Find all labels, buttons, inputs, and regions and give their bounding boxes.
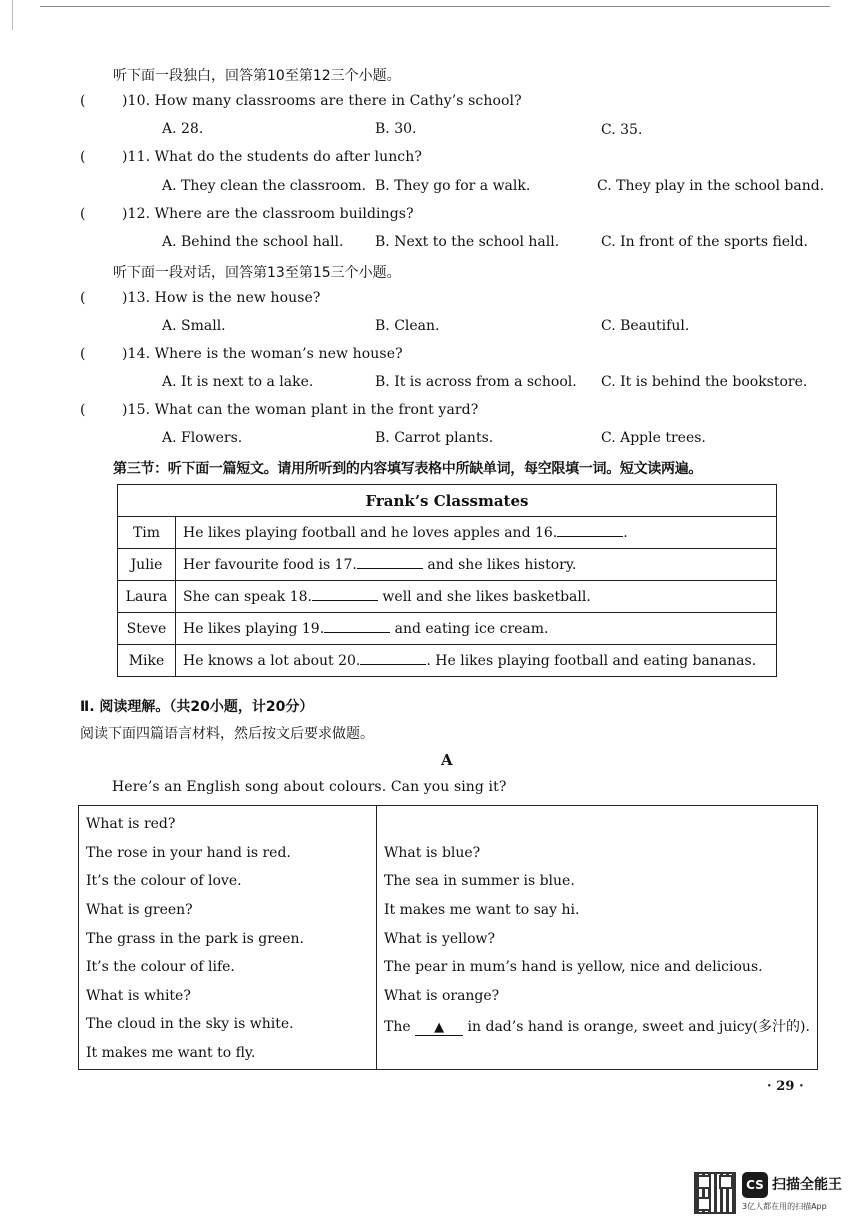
question-12: )12. Where are the classroom buildings?: [122, 206, 414, 222]
song-line-left: It’s the colour of life.: [86, 959, 235, 975]
passage-intro: Here’s an English song about colours. Can you sing it?: [112, 779, 507, 795]
q13-option-a: A. Small.: [162, 318, 226, 334]
answer-paren: (: [80, 206, 86, 222]
reading-heading: Ⅱ. 阅读理解。（共20小题，计20分）: [80, 699, 314, 715]
question-11: )11. What do the students do after lunch?: [122, 149, 422, 165]
q12-option-b: B. Next to the school hall.: [375, 234, 560, 250]
q15-option-a: A. Flowers.: [162, 430, 243, 446]
answer-paren: (: [80, 402, 86, 418]
watermark-app-name: 扫描全能王: [772, 1177, 842, 1193]
table-row: [118, 645, 777, 677]
q15-option-b: B. Carrot plants.: [375, 430, 494, 446]
q11-option-b: B. They go for a walk.: [375, 178, 531, 194]
classmate-name: Julie: [118, 549, 176, 581]
answer-paren: (: [80, 290, 86, 306]
song-line-left: What is white?: [86, 988, 191, 1004]
answer-paren: (: [80, 93, 86, 109]
q14-option-b: B. It is across from a school.: [375, 374, 577, 390]
question-15: )15. What can the woman plant in the front yard?: [122, 402, 479, 418]
q10-option-b: B. 30.: [375, 121, 417, 137]
song-line-right: What is yellow?: [384, 931, 496, 947]
camscanner-logo: CS: [742, 1172, 768, 1198]
classmate-description: She can speak 18. well and she likes basketball.: [176, 581, 777, 613]
blank-17[interactable]: [357, 568, 423, 569]
song-line-left: The rose in your hand is red.: [86, 845, 291, 861]
song-line-left: It makes me want to fly.: [86, 1045, 256, 1061]
top-rule: [40, 6, 830, 7]
classmate-description: He likes playing 19. and eating ice cream.: [176, 613, 777, 645]
classmate-name: Tim: [118, 517, 176, 549]
blank-16[interactable]: [557, 536, 623, 537]
table-row: [118, 549, 777, 581]
passage-label: A: [441, 751, 453, 769]
song-line-left: The cloud in the sky is white.: [86, 1016, 294, 1032]
table-row: [118, 517, 777, 549]
song-line-right: The pear in mum’s hand is yellow, nice and delicious.: [384, 959, 763, 975]
classmate-name: Laura: [118, 581, 176, 613]
table-row: [118, 581, 777, 613]
song-line-left: What is red?: [86, 816, 176, 832]
section3-instruction: 第三节：听下面一篇短文。请用所听到的内容填写表格中所缺单词，每空限填一词。短文读两遍。: [113, 461, 703, 477]
q12-option-a: A. Behind the school hall.: [162, 234, 344, 250]
song-line-right: What is orange?: [384, 988, 500, 1004]
classmate-name: Steve: [118, 613, 176, 645]
song-line-right-blank: The ▲ in dad’s hand is orange, sweet and juicy(多汁的).: [384, 1019, 810, 1035]
blank-18[interactable]: [312, 600, 378, 601]
song-box: [78, 805, 818, 1070]
answer-paren: (: [80, 149, 86, 165]
q15-option-c: C. Apple trees.: [601, 430, 706, 446]
q13-option-c: C. Beautiful.: [601, 318, 690, 334]
q10-option-a: A. 28.: [162, 121, 204, 137]
instruction-dialogue: 听下面一段对话，回答第13至第15三个小题。: [113, 265, 401, 281]
song-line-left: It’s the colour of love.: [86, 873, 242, 889]
song-line-right: The sea in summer is blue.: [384, 873, 575, 889]
blank-20[interactable]: [360, 664, 426, 665]
q14-option-a: A. It is next to a lake.: [162, 374, 314, 390]
column-divider: [376, 806, 377, 1069]
triangle-blank[interactable]: ▲: [415, 1021, 463, 1036]
question-13: )13. How is the new house?: [122, 290, 321, 306]
watermark-tagline: 3亿人都在用的扫描App: [742, 1202, 827, 1211]
classmate-name: Mike: [118, 645, 176, 677]
song-line-left: What is green?: [86, 902, 193, 918]
qr-code-icon: [694, 1172, 736, 1214]
blank-19[interactable]: [324, 632, 390, 633]
question-14: )14. Where is the woman’s new house?: [122, 346, 403, 362]
q12-option-c: C. In front of the sports field.: [601, 234, 808, 250]
question-10: )10. How many classrooms are there in Cathy’s school?: [122, 93, 522, 109]
song-line-right: What is blue?: [384, 845, 481, 861]
page-corner-mark: [12, 0, 25, 30]
classmate-description: Her favourite food is 17. and she likes history.: [176, 549, 777, 581]
answer-paren: (: [80, 346, 86, 362]
classmate-description: He knows a lot about 20. . He likes playing football and eating bananas.: [176, 645, 777, 677]
q11-option-a: A. They clean the classroom.: [162, 178, 367, 194]
q11-option-c: C. They play in the school band.: [597, 178, 825, 194]
song-line-right: It makes me want to say hi.: [384, 902, 580, 918]
classmate-description: He likes playing football and he loves apples and 16. .: [176, 517, 777, 549]
page-number: · 29 ·: [767, 1079, 804, 1094]
table-row: [118, 613, 777, 645]
q10-option-c: C. 35.: [601, 122, 643, 138]
table-title: Frank’s Classmates: [118, 485, 777, 517]
instruction-monologue: 听下面一段独白，回答第10至第12三个小题。: [113, 68, 401, 84]
classmates-table: [117, 484, 777, 677]
song-line-left: The grass in the park is green.: [86, 931, 304, 947]
q13-option-b: B. Clean.: [375, 318, 440, 334]
q14-option-c: C. It is behind the bookstore.: [601, 374, 808, 390]
reading-instruction: 阅读下面四篇语言材料，然后按文后要求做题。: [80, 726, 374, 742]
